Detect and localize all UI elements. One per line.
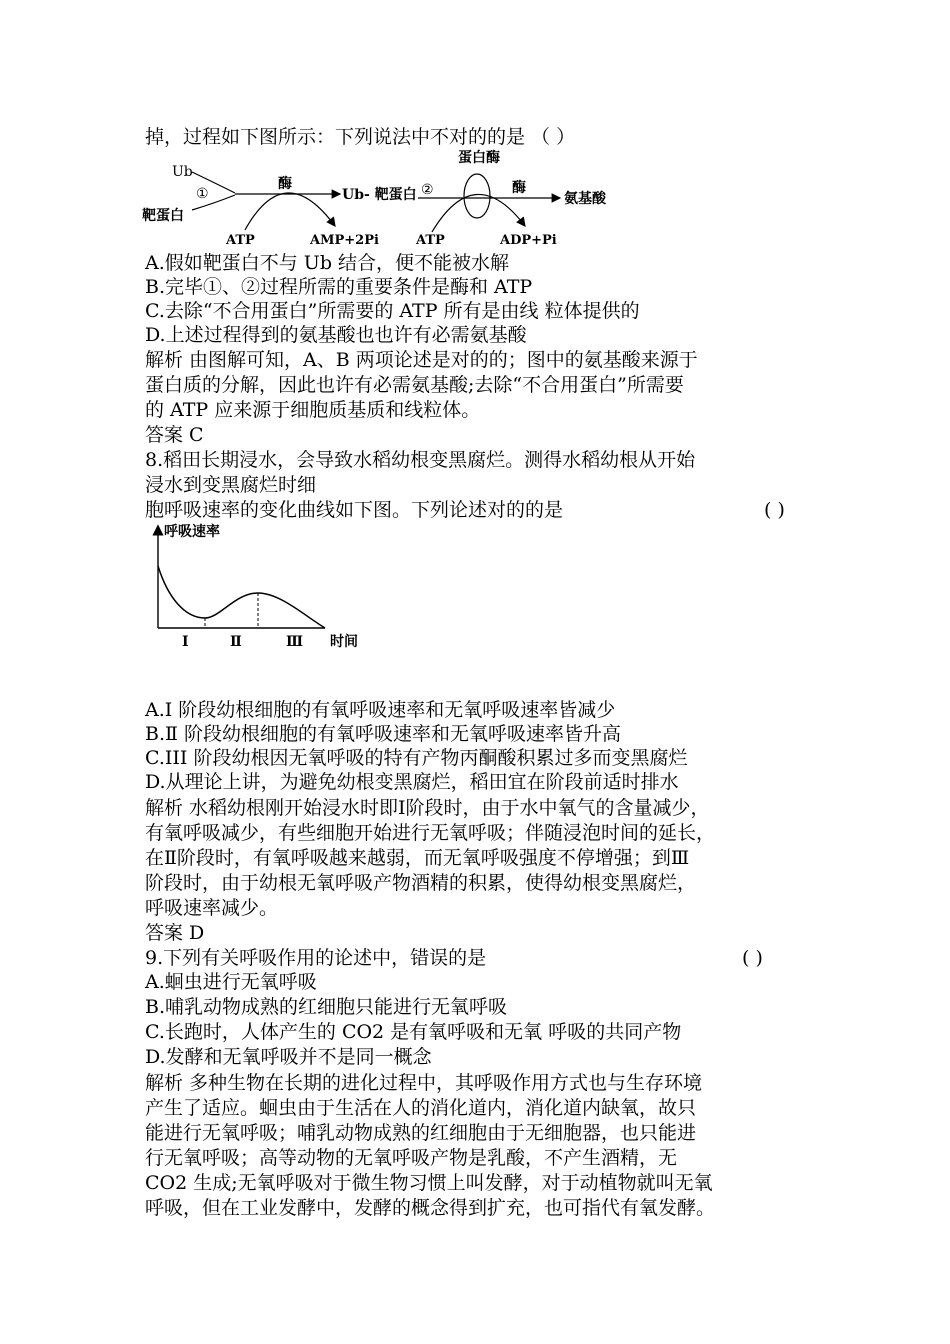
q9-analysis-line: 呼吸，但在工业发酵中，发酵的概念得到扩充，也可指代有氧发酵。 <box>145 1197 716 1219</box>
stage-2-label: Ⅱ <box>230 634 242 650</box>
q8-stem-line: 胞呼吸速率的变化曲线如下图。下列论述对的的是 <box>145 499 564 521</box>
enzyme1-label: 酶 <box>278 176 292 192</box>
q8-respiration-chart <box>140 518 380 658</box>
atp-amp-arc <box>245 193 335 230</box>
q8-answer-blank: ( ) <box>764 499 785 521</box>
q9-option-a: A.蛔虫进行无氧呼吸 <box>145 971 317 993</box>
q7-analysis-line: 的 ATP 应来源于细胞质基质和线粒体。 <box>145 399 481 421</box>
y-axis-label: 呼吸速率 <box>164 524 220 540</box>
atp2-label: ATP <box>416 233 445 248</box>
q9-answer-blank: ( ) <box>742 947 763 969</box>
stage-1-label: Ⅰ <box>182 634 189 650</box>
q8-option-c: C.III 阶段幼根因无氧呼吸的特有产物丙酮酸积累过多而变黑腐烂 <box>145 747 688 769</box>
q9-analysis-line: 能进行无氧呼吸；哺乳动物成熟的红细胞由于无细胞器，也只能进 <box>145 1122 697 1144</box>
enzyme2-label: 酶 <box>512 180 526 196</box>
step1-label: ① <box>196 186 209 202</box>
q8-option-b: B.Ⅱ 阶段幼根细胞的有氧呼吸速率和无氧呼吸速率皆升高 <box>145 723 621 745</box>
q7-intro-line: 掉，过程如下图所示：下列说法中不对的的是 （ ） <box>145 126 576 148</box>
q7-option-c: C.去除“不合用蛋白”所需要的 ATP 所有是由线 粒体提供的 <box>145 300 640 322</box>
adp-label: ADP+Pi <box>500 233 557 248</box>
q7-answer: 答案 C <box>145 424 204 446</box>
q8-analysis-line: 在Ⅱ阶段时，有氧呼吸越来越弱，而无氧呼吸强度不停增强；到Ⅲ <box>145 847 690 869</box>
x-axis-label: 时间 <box>330 634 358 650</box>
q9-analysis-line: 解析 多种生物在长期的进化过程中，其呼吸作用方式也与生存环境 <box>145 1072 703 1094</box>
q8-answer: 答案 D <box>145 922 205 944</box>
q8-analysis-line: 解析 水稻幼根刚开始浸水时即Ⅰ阶段时，由于水中氧气的含量减少， <box>145 797 710 819</box>
q8-option-a: A.Ⅰ 阶段幼根细胞的有氧呼吸速率和无氧呼吸速率皆减少 <box>145 699 616 721</box>
q9-analysis-line: 产生了适应。蛔虫由于生活在人的消化道内，消化道内缺氧，故只 <box>145 1097 697 1119</box>
protease-label: 蛋白酶 <box>458 150 500 166</box>
amp-label: AMP+2Pi <box>310 233 379 248</box>
q7-option-b: B.完毕①、②过程所需的重要条件是酶和 ATP <box>145 276 533 298</box>
q9-option-d: D.发酵和无氧呼吸并不是同一概念 <box>145 1046 432 1068</box>
q8-stem-line: 浸水到变黑腐烂时细 <box>145 474 317 496</box>
q9-analysis-line: CO2 生成;无氧呼吸对于微生物习惯上叫发酵，对于动植物就叫无氧 <box>145 1172 713 1194</box>
atp-adp-arc <box>432 194 525 232</box>
q9-stem: 9.下列有关呼吸作用的论述中，错误的是 <box>145 947 487 969</box>
respiration-curve <box>158 566 325 628</box>
q9-analysis-line: 行无氧呼吸；高等动物的无氧呼吸产物是乳酸，不产生酒精，无 <box>145 1147 678 1169</box>
atp1-label: ATP <box>226 233 255 248</box>
q7-analysis-line: 解析 由图解可知，A、B 两项论述是对的的；图中的氨基酸来源于 <box>145 349 698 371</box>
q8-analysis-line: 有氧呼吸减少，有些细胞开始进行无氧呼吸；伴随浸泡时间的延长， <box>145 822 716 844</box>
q8-analysis-line: 阶段时，由于幼根无氧呼吸产物酒精的积累，使得幼根变黑腐烂， <box>145 872 697 894</box>
ub-label: Ub <box>172 164 193 180</box>
q8-analysis-line: 呼吸速率减少。 <box>145 897 279 919</box>
amino-acid-label: 氨基酸 <box>564 191 606 207</box>
stage-3-label: Ⅲ <box>286 634 304 650</box>
q9-option-b: B.哺乳动物成熟的红细胞只能进行无氧呼吸 <box>145 996 508 1018</box>
q8-stem-line: 8.稻田长期浸水，会导致水稻幼根变黑腐烂。测得水稻幼根从开始 <box>145 449 696 471</box>
q9-option-c: C.长跑时，人体产生的 CO2 是有氧呼吸和无氧 呼吸的共同产物 <box>145 1021 682 1043</box>
q7-option-a: A.假如靶蛋白不与 Ub 结合，便不能被水解 <box>145 252 510 274</box>
q7-diagram <box>140 148 620 248</box>
ub-target-label: Ub- 靶蛋白 <box>342 187 417 203</box>
target-protein-label: 靶蛋白 <box>142 208 184 224</box>
step2-label: ② <box>421 182 434 198</box>
q7-option-d: D.上述过程得到的氨基酸也也许有必需氨基酸 <box>145 324 527 346</box>
q8-option-d: D.从理论上讲，为避免幼根变黑腐烂，稻田宜在阶段前适时排水 <box>145 771 679 793</box>
q7-analysis-line: 蛋白质的分解，因此也许有必需氨基酸;去除“不合用蛋白”所需要 <box>145 374 684 396</box>
